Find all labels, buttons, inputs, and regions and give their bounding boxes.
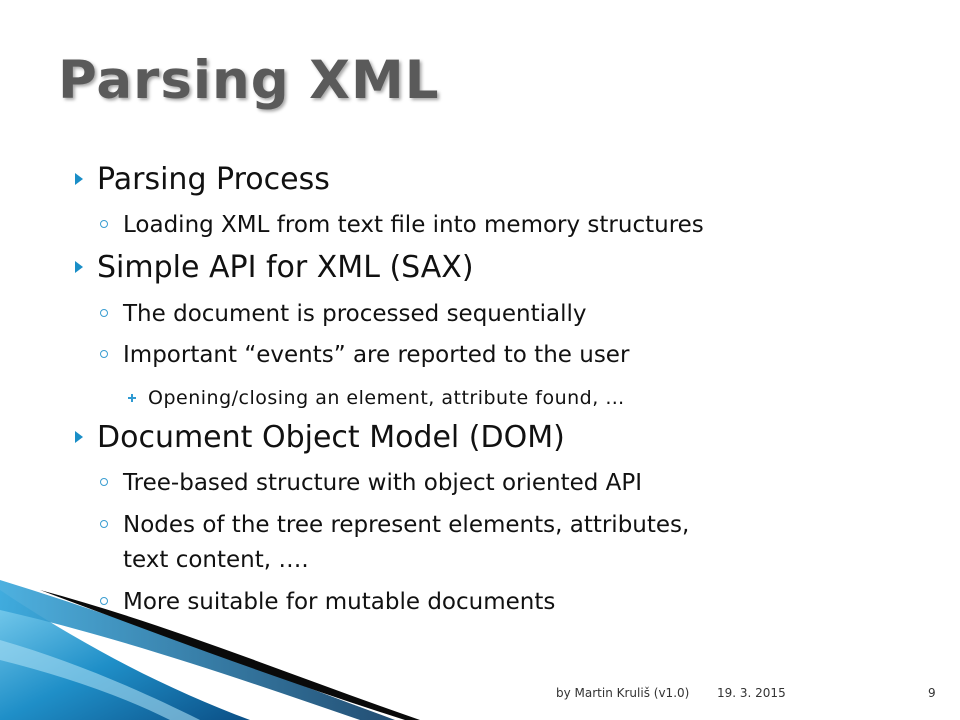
arrow-bullet-icon — [75, 261, 83, 273]
bullet-text: Loading XML from text file into memory structures — [123, 212, 704, 238]
bullet-text: The document is processed sequentially — [123, 301, 587, 327]
circle-bullet-icon — [100, 520, 108, 528]
circle-bullet-icon — [100, 478, 108, 486]
bullet-text: text content, …. — [123, 547, 309, 573]
footer-page-number: 9 — [928, 686, 936, 700]
bullet-text: Tree-based structure with object oriented API — [123, 470, 643, 496]
cross-bullet-icon — [128, 394, 136, 402]
bullet-text: Parsing Process — [97, 162, 330, 197]
arrow-bullet-icon — [75, 173, 83, 185]
bullet-text: Simple API for XML (SAX) — [97, 250, 474, 285]
slide-title: Parsing XML — [58, 50, 440, 111]
footer-author: by Martin Kruliš (v1.0) — [556, 686, 690, 700]
circle-bullet-icon — [100, 597, 108, 605]
bullet-text: Nodes of the tree represent elements, attributes, — [123, 512, 690, 538]
circle-bullet-icon — [100, 350, 108, 358]
bullet-text: More suitable for mutable documents — [123, 589, 556, 615]
arrow-bullet-icon — [75, 431, 83, 443]
circle-bullet-icon — [100, 309, 108, 317]
bullet-text: Opening/closing an element, attribute found, … — [148, 387, 625, 409]
footer-date: 19. 3. 2015 — [717, 686, 786, 700]
bullet-text: Document Object Model (DOM) — [97, 420, 565, 455]
circle-bullet-icon — [100, 220, 108, 228]
bullet-text: Important “events” are reported to the user — [123, 342, 630, 368]
